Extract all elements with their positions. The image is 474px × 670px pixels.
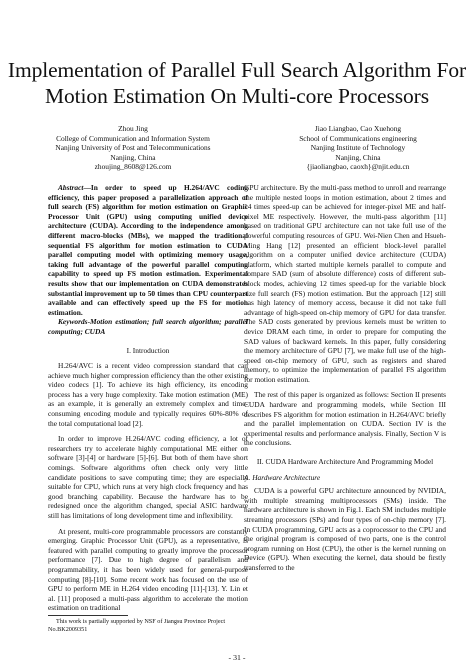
body-paragraph: GPU architecture. By the multi-pass method to unroll and rearrange the multiple nested loops in motion estimation, about 2 times and 14 times speed-up can be achieved for integer-pixel ME and half-pixel ME respectively. However, the multi-pass algorithm [11] based on traditional GPU architecture can not take full use of the powerful computing resources of GPU. Wei-Nien Chen and Hsueh-Ming Hang [12] presented an efficient block-level parallel algorithm on a computer unified device architecture (CUDA) platform, which started multiple kernels parallel to compute and compare SAD (sum of absolute difference) costs of different sub-block modes, achieving 12 times speed-up for the variable block size full search (FS) motion estimation. But the approach [12] still has high latency of memory access, because it did not take full advantage of high-speed on-chip memory of GPU for data transfer. The SAD costs generated by previous kernels must be written to device DRAM each time, in order to prepare for computing the SAD values of backward kernels. In this paper, fully considering the memory architecture of GPU [7], we make full use of the high-speed on-chip memory of GPU, such as registers and shared memory, to optimize the implementation of parallel FS algorithm for motion estimation.	[244, 183, 446, 384]
left-column	[48, 183, 248, 633]
body-paragraph: CUDA is a powerful GPU architecture announced by NVIDIA, with multiple streaming multiprocessors (SMs) inside. The hardware architecture is shown in Fig.1. Each SM includes multiple streaming processors (SPs) and four types of on-chip memory [7]. In CUDA programming, GPU acts as a coprocessor to the CPU and the original program is composed of two parts, one is the control program running on Host (CPU), the other is the kernel running on Device (GPU). When executing the kernel, data should be firstly transferred to the	[244, 486, 446, 572]
author-name: Zhou Jing	[118, 124, 148, 133]
keywords: Keywords-Motion estimation; full search algorithm; parallel computing; CUDA	[48, 317, 248, 336]
author-email: {jiaoliangbao, caoxh}@njit.edu.cn	[306, 162, 410, 172]
author-affiliation: Nanjing University of Post and Telecommunications	[55, 143, 211, 153]
abstract-label: Abstract	[58, 183, 84, 192]
author-location: Nanjing, China	[110, 152, 156, 162]
footnote: This work is partially supported by NSF of Jiangsu Province Project No.BK2009351	[48, 617, 226, 633]
subsection-heading-hardware: A. Hardware Architecture	[244, 472, 321, 482]
author-block-left	[28, 124, 238, 172]
abstract-text: —In order to speed up H.264/AVC coding efficiency, this paper proposed a parallelization approach of full search (FS) algorithm for motion estimation on Graphic Processor Unit (GPU) using computing unified device architecture (CUDA). According to the independence among different macro-blocks (MBs), we mapped the traditional sequential FS algorithm for motion estimation to CUDA parallel computing model with optimizing memory usage, taking full advantage of the powerful parallel computing capability to speed up FS motion estimation. Experimental results show that our implementation on CUDA demonstrates substantial improvement up to 50 times than CPU counterpart available and can effectively speed up the FS for motion estimation.	[48, 183, 248, 317]
author-affiliation: School of Communications engineering	[299, 133, 417, 143]
author-affiliation: College of Communication and Information System	[56, 133, 210, 143]
body-paragraph: The rest of this paper is organized as follows: Section II presents CUDA hardware and programming models, while Section III describes FS algorithm for motion estimation in H.264/AVC briefly and the parallel implementation on CUDA. Section IV is the experimental results and performance analysis. Finally, Section V is the conclusions.	[244, 390, 446, 448]
body-paragraph: In order to improve H.264/AVC coding efficiency, a lot of researchers try to accelerate highly computational ME either on software [3]-[4] or hardware [5]-[6]. But both of them have short comings. Software algorithms often check only very little candidate positions to save computing time; they are especially suitable for CPU, which runs at very high clock frequency and has good branching capability. Because the hardware has to be redesigned once the algorithm changed, special ASIC hardware still has limitations of long development time and inflexibility.	[48, 434, 248, 520]
author-location: Nanjing, China	[335, 152, 381, 162]
section-heading-cuda: II. CUDA Hardware Architecture And Programming Model	[256, 457, 434, 467]
footnote-rule	[48, 615, 128, 616]
author-email: zhoujing_8608@126.com	[94, 162, 172, 172]
paper-title: Implementation of Parallel Full Search Algorithm For Motion Estimation On Multi-core Processors	[7, 58, 467, 108]
right-column	[244, 183, 446, 573]
author-block-right	[258, 124, 458, 172]
author-name: Jiao Liangbao, Cao Xuehong	[314, 124, 402, 133]
author-affiliation: Nanjing Institute of Technology	[310, 143, 406, 153]
body-paragraph: H.264/AVC is a recent video compression standard that can achieve much higher compression efficiency than the other existing video codecs [1]. To achieve its high efficiency, its encoding process has a very huge complexity. Take motion estimation (ME) as an example, it is generally an extremely complex and time-consuming encoding module and typically requires 60%-80% of the total computational load [2].	[48, 361, 248, 428]
section-heading-introduction: I. Introduction	[126, 345, 170, 355]
abstract	[48, 183, 248, 317]
page-number: - 31 -	[228, 653, 246, 662]
body-paragraph: At present, multi-core programmable processors are constantly emerging. Graphic Processor Unit (GPU), as a representative, is featured with parallel computing to greatly improve the processor performance [7]. Due to high degree of parallelism and programmability, it has been widely used for general-purpose computing [8]-[10]. Some recent work has focused on the use of GPU to perform ME in H.264 video encoding [11]-[13]. Y. Lin et al. [11] proposed a multi-pass algorithm to accelerate the motion estimation on traditional	[48, 526, 248, 613]
